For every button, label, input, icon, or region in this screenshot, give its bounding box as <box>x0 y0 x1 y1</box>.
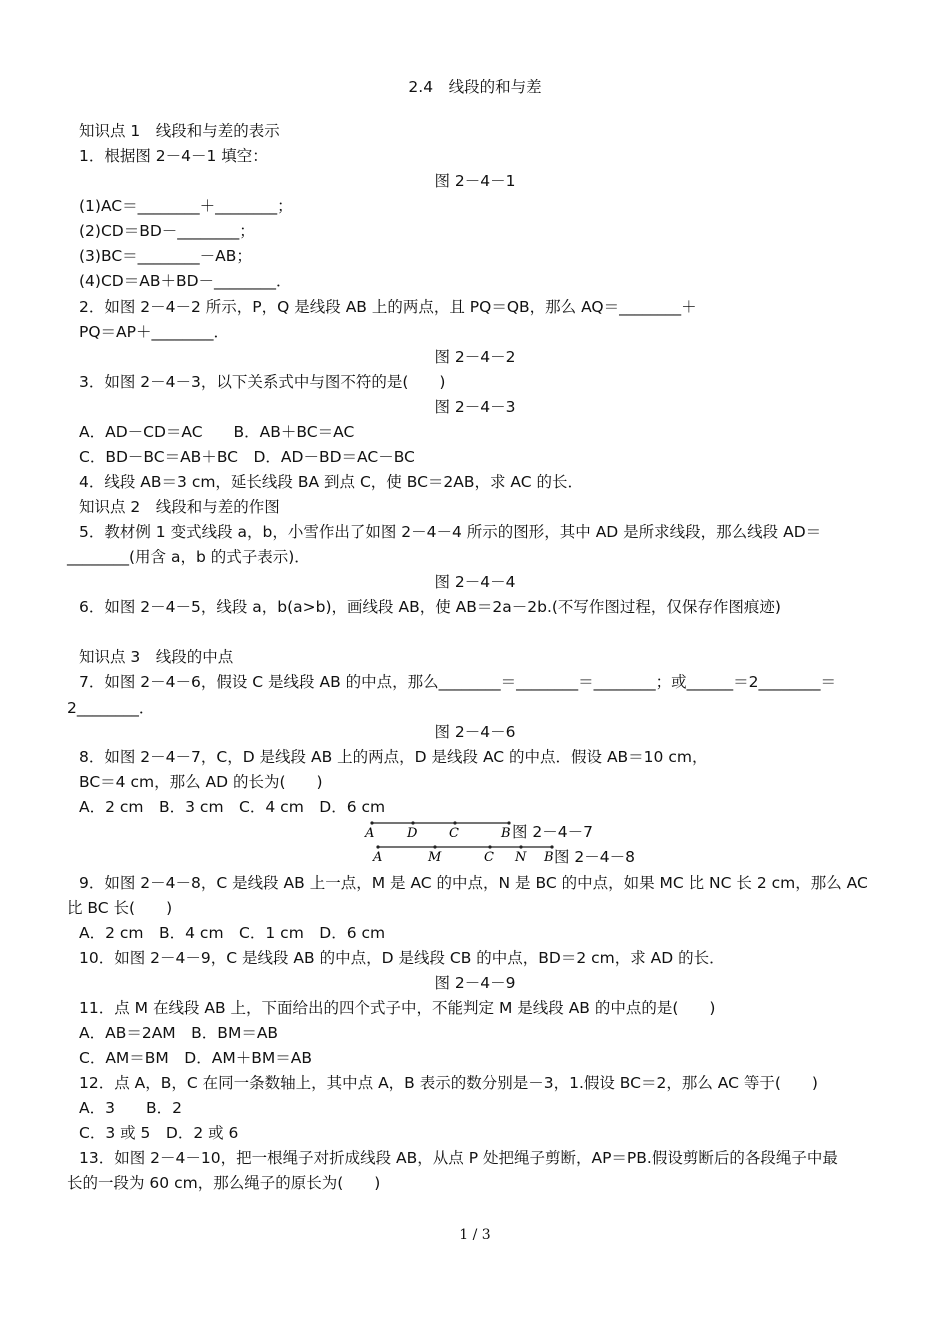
section-heading-1: 知识点 1 线段和与差的表示 <box>79 122 280 140</box>
question-12-options-cd: C．3 或 5 D．2 或 6 <box>79 1124 239 1142</box>
question-2-cont: PQ＝AP＋________． <box>79 323 229 341</box>
figure-2-4-7 <box>362 818 512 842</box>
figure-caption-2-4-2: 图 2－4－2 <box>434 348 516 366</box>
figure-caption-2-4-4: 图 2－4－4 <box>434 573 516 591</box>
section-heading-2: 知识点 2 线段和与差的作图 <box>79 498 280 516</box>
page-number: 1 / 3 <box>459 1227 491 1243</box>
question-10: 10．如图 2－4－9，C 是线段 AB 的中点，D 是线段 CB 的中点，BD＝2 cm，求 AD 的长． <box>79 949 725 967</box>
question-1-part-2: (2)CD＝BD－________； <box>79 222 255 240</box>
question-2: 2．如图 2－4－2 所示，P，Q 是线段 AB 上的两点，且 PQ＝QB，那么 AQ＝________＋ <box>79 298 697 316</box>
page-title: 2.4 线段的和与差 <box>408 78 542 96</box>
question-5: 5．教材例 1 变式线段 a，b，小雪作出了如图 2－4－4 所示的图形，其中 AD 是所求线段，那么线段 AD＝ <box>79 523 822 541</box>
question-3-options-cd: C．BD－BC＝AB＋BC D．AD－BD＝AC－BC <box>79 448 415 466</box>
question-9: 9．如图 2－4－8，C 是线段 AB 上一点，M 是 AC 的中点，N 是 BC 的中点，如果 MC 比 NC 长 2 cm，那么 AC <box>79 874 868 892</box>
question-1-part-3: (3)BC＝________－AB； <box>79 247 252 265</box>
figure-2-4-8 <box>368 842 556 866</box>
question-9-cont: 比 BC 长( ) <box>67 899 173 917</box>
question-11: 11．点 M 在线段 AB 上，下面给出的四个式子中，不能判定 M 是线段 AB 的中点的是( ) <box>79 999 716 1017</box>
question-7: 7．如图 2－4－6，假设 C 是线段 AB 的中点，那么________＝________＝________；或______＝2________＝ <box>79 673 837 691</box>
question-8: 8．如图 2－4－7，C，D 是线段 AB 上的两点，D 是线段 AC 的中点．假设 AB＝10 cm， <box>79 748 708 766</box>
question-3-options-ab: A．AD－CD＝AC B．AB＋BC＝AC <box>79 423 355 441</box>
question-9-options: A．2 cm B．4 cm C．1 cm D．6 cm <box>79 924 386 942</box>
figure-caption-2-4-9: 图 2－4－9 <box>434 974 516 992</box>
fig7-label-C: C <box>449 826 459 841</box>
section-heading-3: 知识点 3 线段的中点 <box>79 648 234 666</box>
fig7-label-A: A <box>365 826 375 841</box>
fig8-label-C: C <box>484 850 494 865</box>
question-4: 4．线段 AB＝3 cm，延长线段 BA 到点 C，使 BC＝2AB，求 AC 的长． <box>79 473 583 491</box>
figure-caption-2-4-7: 图 2－4－7 <box>512 823 594 841</box>
question-13: 13．如图 2－4－10，把一根绳子对折成线段 AB，从点 P 处把绳子剪断，AP＝PB.假设剪断后的各段绳子中最 <box>79 1149 838 1167</box>
question-7-cont: 2________． <box>67 699 155 717</box>
fig8-label-B: B <box>544 850 554 865</box>
question-12: 12．点 A，B，C 在同一条数轴上，其中点 A，B 表示的数分别是－3，1.假设 BC＝2，那么 AC 等于( ) <box>79 1074 818 1092</box>
question-8-cont: BC＝4 cm，那么 AD 的长为( ) <box>79 773 323 791</box>
question-5-cont: ________(用含 a，b 的式子表示)． <box>67 548 310 566</box>
question-11-options-cd: C．AM＝BM D．AM＋BM＝AB <box>79 1049 312 1067</box>
fig7-label-B: B <box>501 826 511 841</box>
question-11-options-ab: A．AB＝2AM B．BM＝AB <box>79 1024 279 1042</box>
question-12-options-ab: A．3 B．2 <box>79 1099 182 1117</box>
figure-caption-2-4-3: 图 2－4－3 <box>434 398 516 416</box>
question-8-options: A．2 cm B．3 cm C．4 cm D．6 cm <box>79 798 386 816</box>
question-3: 3．如图 2－4－3，以下关系式中与图不符的是( ) <box>79 373 446 391</box>
question-1-part-4: (4)CD＝AB＋BD－________． <box>79 272 292 290</box>
question-6: 6．如图 2－4－5，线段 a，b(a>b)，画线段 AB，使 AB＝2a－2b.(不写作图过程，仅保存作图痕迹) <box>79 598 781 616</box>
fig8-label-N: N <box>515 850 527 865</box>
fig8-label-M: M <box>428 850 442 865</box>
question-1-part-1: (1)AC＝________＋________； <box>79 197 293 215</box>
fig7-label-D: D <box>407 826 418 841</box>
question-13-cont: 长的一段为 60 cm，那么绳子的原长为( ) <box>67 1174 381 1192</box>
question-1: 1．根据图 2－4－1 填空： <box>79 147 268 165</box>
fig8-label-A: A <box>373 850 383 865</box>
figure-caption-2-4-1: 图 2－4－1 <box>434 172 516 190</box>
figure-caption-2-4-6: 图 2－4－6 <box>434 723 516 741</box>
figure-caption-2-4-8: 图 2－4－8 <box>554 848 636 866</box>
